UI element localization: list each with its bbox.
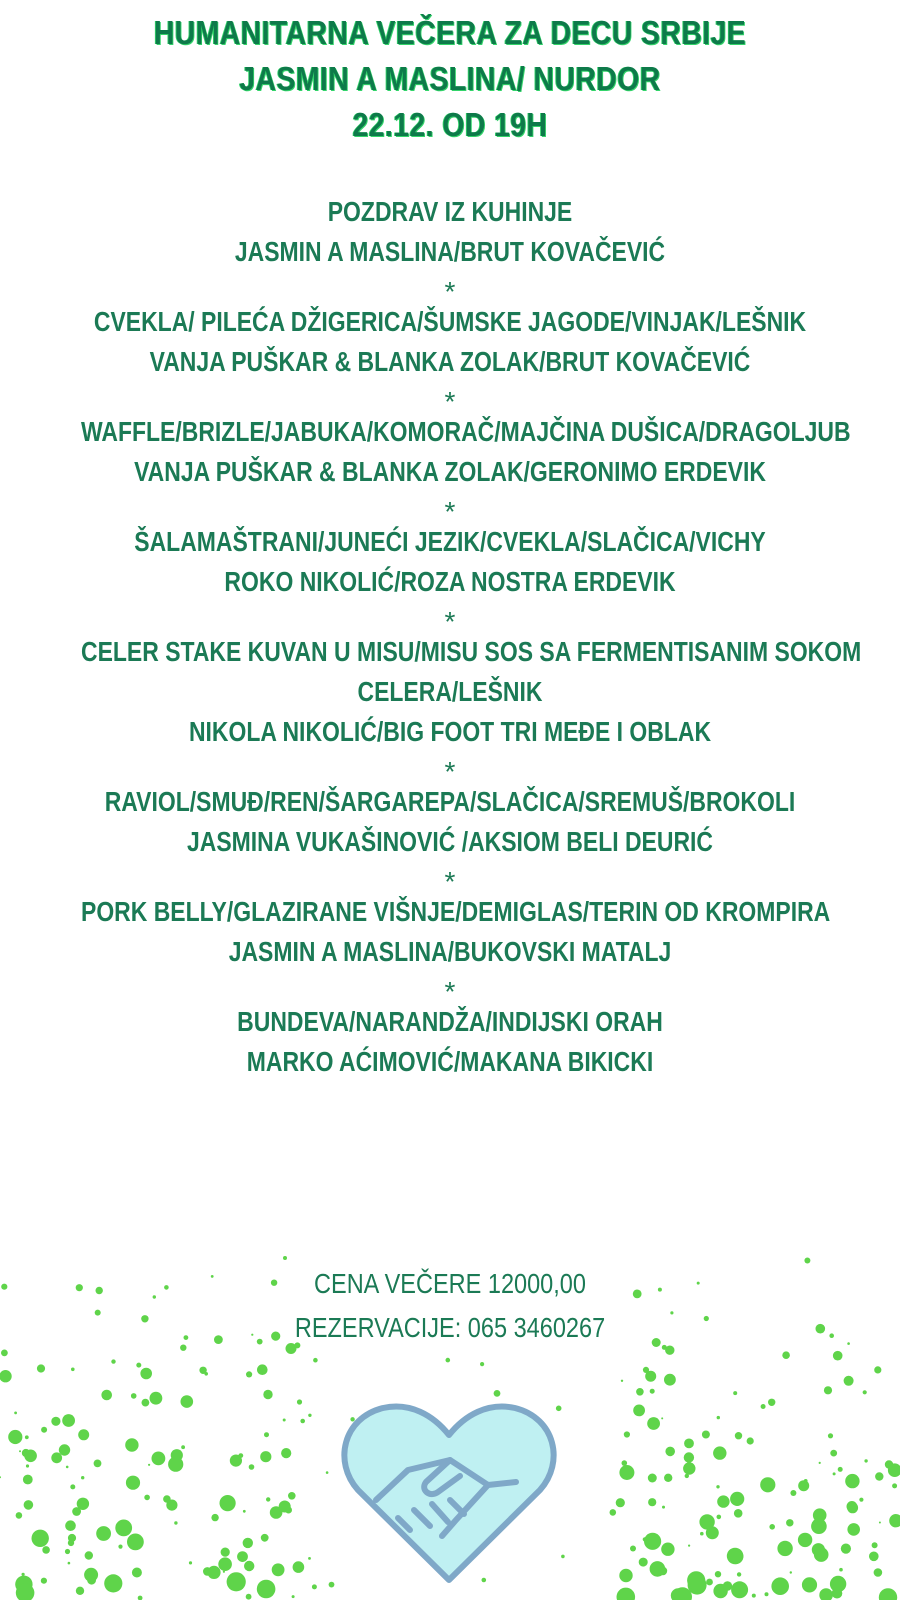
splatter-dot <box>125 1438 138 1451</box>
course-chef-wine: VANJA PUŠKAR & BLANKA ZOLAK/GERONIMO ERDEVIK <box>134 456 766 487</box>
course-chef-wine: ROKO NIKOLIĆ/ROZA NOSTRA ERDEVIK <box>224 566 676 597</box>
heart-handshake-icon <box>338 1390 560 1590</box>
course-chef-wine: MARKO AĆIMOVIĆ/MAKANA BIKICKI <box>246 1046 654 1077</box>
splatter-dot <box>207 1566 220 1579</box>
splatter-dot <box>260 1451 271 1462</box>
splatter-dot <box>619 1465 634 1480</box>
splatter-dot <box>874 1568 883 1577</box>
course-dish: POZDRAV IZ KUHINJE <box>327 196 573 227</box>
splatter-dot <box>204 1372 208 1376</box>
splatter-dot <box>643 1367 649 1373</box>
splatter-dot <box>863 1390 867 1394</box>
splatter-dot <box>730 1492 744 1506</box>
splatter-dot <box>1 1350 8 1357</box>
splatter-dot <box>227 1572 246 1591</box>
splatter-dot <box>68 1534 76 1542</box>
splatter-dot <box>81 1435 85 1439</box>
course-separator: * <box>444 496 456 527</box>
splatter-dot <box>131 1393 137 1399</box>
splatter-dot <box>243 1510 246 1513</box>
splatter-dot <box>220 1495 236 1511</box>
splatter-dot <box>879 1522 881 1524</box>
splatter-dot <box>297 1399 302 1404</box>
splatter-dot <box>23 1475 33 1485</box>
course-dish: PORK BELLY/GLAZIRANE VIŠNJE/DEMIGLAS/TERIN OD KROMPIRA <box>81 896 831 927</box>
splatter-dot <box>126 1476 140 1490</box>
splatter-dot <box>293 1561 305 1573</box>
splatter-dot <box>839 1568 843 1572</box>
splatter-dot <box>168 1457 183 1472</box>
splatter-dot <box>62 1414 75 1427</box>
splatter-dot <box>760 1477 775 1492</box>
splatter-dot <box>138 1596 143 1600</box>
splatter-dot <box>661 1417 663 1419</box>
event-header <box>0 10 900 148</box>
splatter-dot <box>769 1524 775 1530</box>
reservation-phone: REZERVACIJE: 065 3460267 <box>294 1312 606 1343</box>
course-separator: * <box>444 976 456 1007</box>
splatter-dot <box>68 1562 71 1565</box>
splatter-dot <box>181 1445 185 1449</box>
menu-course <box>0 302 900 382</box>
splatter-dot <box>804 1479 808 1483</box>
splatter-dot <box>777 1541 792 1556</box>
splatter-dot <box>283 1256 287 1260</box>
splatter-dot <box>684 1439 694 1449</box>
splatter-dot <box>312 1584 317 1589</box>
splatter-dot <box>300 1419 305 1424</box>
splatter-dot <box>713 1446 726 1459</box>
course-separator: * <box>444 756 456 787</box>
splatter-dot <box>0 1476 1 1478</box>
splatter-dot <box>150 1392 163 1405</box>
splatter-dot <box>717 1416 720 1419</box>
splatter-dot <box>26 1464 29 1467</box>
splatter-dot <box>257 1364 268 1375</box>
course-dish: WAFFLE/BRIZLE/JABUKA/KOMORAČ/MAJČINA DUŠICA/DRAGOLJUB <box>81 416 851 447</box>
splatter-dot <box>650 1389 655 1394</box>
course-separator: * <box>444 606 456 637</box>
splatter-dot <box>115 1520 132 1537</box>
splatter-dot <box>96 1526 111 1541</box>
splatter-dot <box>819 1462 821 1464</box>
course-dish: CELERA/LEŠNIK <box>357 676 543 707</box>
menu-course <box>0 892 900 972</box>
splatter-dot <box>70 1484 75 1489</box>
splatter-dot <box>211 1514 218 1521</box>
splatter-dot <box>819 1588 833 1600</box>
splatter-dot <box>181 1395 194 1408</box>
splatter-dot <box>688 1545 690 1547</box>
splatter-dot <box>833 1472 836 1475</box>
splatter-dot <box>152 1452 166 1466</box>
splatter-dot <box>288 1492 296 1500</box>
splatter-dot <box>621 1380 623 1382</box>
dinner-price: CENA VEČERE 12000,00 <box>314 1268 586 1299</box>
splatter-dot <box>283 1419 286 1422</box>
splatter-dot <box>326 1471 329 1474</box>
splatter-dot <box>308 1414 311 1417</box>
splatter-dot <box>664 1374 676 1386</box>
splatter-dot <box>329 1582 335 1588</box>
splatter-dot <box>140 1368 152 1380</box>
splatter-dot <box>111 1359 115 1363</box>
splatter-dot <box>824 1386 832 1394</box>
course-separator: * <box>444 276 456 307</box>
splatter-dot <box>65 1549 70 1554</box>
menu-course <box>0 192 900 272</box>
splatter-dot <box>132 1568 142 1578</box>
splatter-dot <box>716 1485 719 1488</box>
menu-course <box>0 782 900 862</box>
splatter-dot <box>189 1561 192 1564</box>
splatter-dot <box>752 1594 756 1598</box>
splatter-dot <box>24 1500 34 1510</box>
splatter-dot <box>65 1520 76 1531</box>
splatter-dot <box>664 1474 672 1482</box>
splatter-dot <box>246 1371 252 1377</box>
splatter-dot <box>813 1508 827 1522</box>
splatter-dot <box>32 1530 49 1547</box>
splatter-dot <box>731 1581 748 1598</box>
splatter-dot <box>869 1552 879 1562</box>
splatter-dot <box>616 1498 625 1507</box>
splatter-dot <box>148 1464 150 1466</box>
splatter-dot <box>639 1558 648 1567</box>
splatter-dot <box>715 1571 721 1577</box>
splatter-dot <box>875 1472 883 1480</box>
splatter-dot <box>847 1523 860 1536</box>
course-chef-wine: VANJA PUŠKAR & BLANKA ZOLAK/BRUT KOVAČEVIĆ <box>149 346 751 377</box>
splatter-dot <box>134 1537 136 1539</box>
splatter-dot <box>136 1363 141 1368</box>
splatter-dot <box>798 1480 809 1491</box>
splatter-dot <box>872 1542 878 1548</box>
splatter-dot <box>446 1358 451 1363</box>
splatter-dot <box>237 1551 248 1562</box>
splatter-dot <box>264 1432 269 1437</box>
course-dish: BUNDEVA/NARANDŽA/INDIJSKI ORAH <box>237 1006 663 1037</box>
menu-course <box>0 1002 900 1082</box>
splatter-dot <box>622 1460 628 1466</box>
splatter-dot <box>889 1514 900 1527</box>
splatter-dot <box>747 1437 754 1444</box>
splatter-dot <box>281 1448 291 1458</box>
splatter-dot <box>830 1450 837 1457</box>
splatter-dot <box>864 1459 867 1462</box>
splatter-dot <box>737 1572 741 1576</box>
course-chef-wine: JASMIN A MASLINA/BRUT KOVAČEVIĆ <box>234 236 666 267</box>
splatter-dot <box>624 1431 630 1437</box>
splatter-dot <box>85 1551 93 1559</box>
splatter-dot <box>790 1490 796 1496</box>
splatter-dot <box>798 1533 812 1547</box>
splatter-dot <box>480 1362 484 1366</box>
splatter-dot <box>51 1417 60 1426</box>
splatter-dot <box>81 1476 84 1479</box>
splatter-dot <box>786 1519 793 1526</box>
course-separator: * <box>444 386 456 417</box>
splatter-dot <box>127 1534 144 1551</box>
splatter-dot <box>733 1391 737 1395</box>
splatter-dot <box>72 1507 81 1516</box>
splatter-dot <box>644 1533 661 1550</box>
event-hosts: JASMIN A MASLINA/ NURDOR <box>239 60 661 97</box>
splatter-dot <box>144 1495 150 1501</box>
splatter-dot <box>118 1545 122 1549</box>
course-chef-wine: NIKOLA NIKOLIĆ/BIG FOOT TRI MEĐE I OBLAK <box>188 716 712 747</box>
menu-course <box>0 412 900 492</box>
course-dish: ŠALAMAŠTRANI/JUNEĆI JEZIK/CVEKLA/SLAČICA/VICHY <box>134 526 766 557</box>
splatter-dot <box>717 1515 722 1520</box>
menu-course <box>0 522 900 602</box>
splatter-dot <box>761 1404 766 1409</box>
splatter-dot <box>84 1568 98 1582</box>
splatter-dot <box>561 1555 565 1559</box>
splatter-dot <box>0 1370 12 1382</box>
splatter-dot <box>892 1483 897 1488</box>
splatter-dot <box>279 1501 291 1513</box>
splatter-dot <box>874 1366 881 1373</box>
menu-list <box>0 192 900 1082</box>
splatter-dot <box>700 1532 704 1536</box>
splatter-dot <box>879 1588 897 1600</box>
splatter-dot <box>16 1512 23 1519</box>
splatter-dot <box>847 1501 858 1512</box>
course-chef-wine: JASMIN A MASLINA/BUKOVSKI MATALJ <box>228 936 672 967</box>
splatter-dot <box>734 1509 743 1518</box>
splatter-dot <box>802 1577 817 1592</box>
splatter-dot <box>101 1390 112 1401</box>
splatter-dot <box>633 1405 645 1417</box>
splatter-dot <box>706 1579 713 1586</box>
splatter-dot <box>647 1417 660 1430</box>
splatter-dot <box>59 1444 70 1455</box>
splatter-dot <box>782 1351 790 1359</box>
splatter-dot <box>166 1500 177 1511</box>
splatter-dot <box>636 1388 644 1396</box>
event-title: HUMANITARNA VEČERA ZA DECU SRBIJE <box>153 14 747 51</box>
splatter-dot <box>66 1466 69 1469</box>
splatter-dot <box>859 1498 863 1502</box>
course-dish: CELER STAKE KUVAN U MISU/MISU SOS SA FERMENTISANIM SOKOM <box>81 636 862 667</box>
splatter-dot <box>25 1435 29 1439</box>
splatter-dot <box>702 1431 710 1439</box>
splatter-dot <box>261 1534 269 1542</box>
splatter-dot <box>844 1376 854 1386</box>
splatter-dot <box>37 1364 45 1372</box>
course-separator: * <box>444 866 456 897</box>
course-dish: CVEKLA/ PILEĆA DŽIGERICA/ŠUMSKE JAGODE/VINJAK/LEŠNIK <box>93 306 807 337</box>
splatter-dot <box>648 1498 656 1506</box>
splatter-dot <box>662 1506 665 1509</box>
course-dish: RAVIOL/SMUĐ/REN/ŠARGAREPA/SLAČICA/SREMUŠ/BROKOLI <box>104 786 796 817</box>
splatter-dot <box>735 1432 742 1439</box>
splatter-dot <box>814 1547 829 1562</box>
splatter-dot <box>42 1546 50 1554</box>
splatter-dot <box>828 1433 833 1438</box>
splatter-dot <box>218 1557 232 1571</box>
footer-info <box>0 1262 900 1350</box>
splatter-dot <box>94 1460 102 1468</box>
splatter-dot <box>22 1573 25 1576</box>
splatter-dot <box>263 1390 272 1399</box>
splatter-dot <box>8 1430 22 1444</box>
splatter-dot <box>659 1567 668 1576</box>
splatter-dot <box>244 1561 254 1571</box>
splatter-dot <box>142 1399 150 1407</box>
splatter-dot <box>221 1548 230 1557</box>
splatter-dot <box>790 1571 792 1573</box>
splatter-dot <box>727 1548 744 1565</box>
splatter-dot <box>243 1538 253 1548</box>
splatter-dot <box>768 1399 775 1406</box>
splatter-dot <box>19 1450 21 1452</box>
splatter-dot <box>246 1594 252 1600</box>
splatter-dot <box>308 1557 311 1560</box>
splatter-dot <box>661 1543 674 1556</box>
splatter-dot <box>104 1574 122 1592</box>
splatter-dot <box>665 1447 675 1457</box>
splatter-dot <box>838 1467 843 1472</box>
splatter-dot <box>249 1464 255 1470</box>
event-date: 22.12. OD 19H <box>352 106 548 143</box>
splatter-dot <box>683 1462 695 1474</box>
splatter-dot <box>687 1571 705 1589</box>
splatter-dot <box>174 1521 177 1524</box>
splatter-dot <box>313 1358 318 1363</box>
splatter-dot <box>133 1569 136 1572</box>
splatter-dot <box>41 1427 47 1433</box>
splatter-dot <box>41 1578 47 1584</box>
splatter-dot <box>272 1563 285 1576</box>
splatter-dot <box>643 1537 647 1541</box>
menu-course <box>0 632 900 752</box>
splatter-dot <box>684 1452 694 1462</box>
splatter-dot <box>24 1450 37 1463</box>
splatter-dot <box>292 1595 295 1598</box>
splatter-dot <box>619 1569 632 1582</box>
splatter-dot <box>832 1588 843 1599</box>
splatter-dot <box>76 1587 84 1595</box>
splatter-dot <box>845 1474 859 1488</box>
splatter-dot <box>723 1581 732 1590</box>
splatter-dot <box>833 1351 843 1361</box>
splatter-dot <box>765 1592 769 1596</box>
splatter-dot <box>717 1495 729 1507</box>
course-chef-wine: JASMINA VUKAŠINOVIĆ /AKSIOM BELI DEURIĆ <box>186 826 714 857</box>
splatter-dot <box>617 1588 636 1600</box>
splatter-dot <box>771 1577 789 1595</box>
splatter-dot <box>610 1509 617 1516</box>
splatter-dot <box>648 1474 657 1483</box>
splatter-dot <box>841 1544 851 1554</box>
splatter-dot <box>266 1497 270 1501</box>
splatter-dot <box>257 1580 276 1599</box>
splatter-dot <box>699 1514 714 1529</box>
splatter-dot <box>230 1455 242 1467</box>
splatter-dot <box>71 1368 75 1372</box>
splatter-dot <box>14 1412 17 1415</box>
splatter-dot <box>630 1546 636 1552</box>
